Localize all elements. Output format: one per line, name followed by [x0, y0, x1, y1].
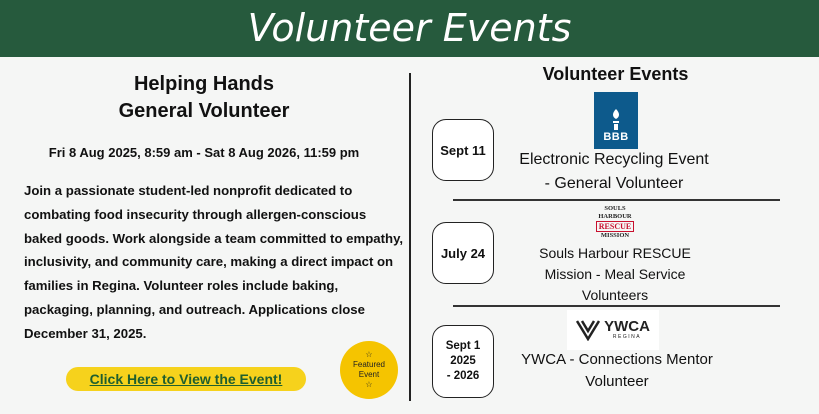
- bbb-logo-text: BBB: [603, 131, 629, 143]
- bbb-logo-icon[interactable]: [594, 92, 638, 149]
- event-name-line: Electronic Recycling Event: [519, 151, 709, 168]
- badge-line2: Event: [358, 370, 380, 379]
- star-icon: ☆: [365, 350, 373, 359]
- event-date-pill: July 24: [432, 222, 494, 284]
- event-name-line: Souls Harbour RESCUE: [539, 245, 691, 261]
- badge-line1: Featured: [352, 360, 386, 369]
- event-name[interactable]: [500, 349, 734, 393]
- event-name-line: Volunteer: [585, 373, 649, 390]
- ywca-mark-icon: [576, 319, 600, 341]
- event-date-pill: Sept 11: [432, 119, 494, 181]
- event-name[interactable]: [496, 148, 732, 196]
- logo-text: YWCA: [604, 318, 650, 335]
- event-name-line: Mission - Meal Service: [544, 266, 686, 282]
- logo-text: HARBOUR: [598, 213, 632, 220]
- event-date-pill: [432, 325, 494, 398]
- logo-text: SOULS: [604, 205, 626, 212]
- banner-title: Volunteer Events: [0, 0, 819, 57]
- date-line: Sept 1: [445, 340, 481, 352]
- event-name-line: - General Volunteer: [544, 175, 684, 192]
- event-description: Join a passionate student-led nonprofit dedicated to combating food insecurity through allergen-conscious baked goods. Work alongside a team committed to empathy, inclusivity, and community care, making a direct impact on families in Regina. Volunteer roles include baking, packaging, planning, and outreach. Applications close December 31, 2025.: [24, 183, 404, 341]
- date-line: - 2026: [446, 370, 480, 382]
- event-name-line: YWCA - Connections Mentor: [521, 351, 713, 368]
- logo-text: MISSION: [600, 232, 630, 239]
- event-dates: Fri 8 Aug 2025, 8:59 am - Sat 8 Aug 2026, 11:59 pm: [48, 145, 360, 160]
- sidebar-title: Volunteer Events: [542, 64, 689, 84]
- featured-event-badge: [340, 341, 398, 399]
- event-title: [0, 71, 408, 125]
- item-divider: [453, 199, 780, 201]
- star-icon: ☆: [365, 380, 373, 389]
- logo-text: REGINA: [612, 334, 642, 340]
- featured-event-panel: [0, 57, 408, 414]
- torch-icon: [606, 107, 626, 131]
- event-name[interactable]: [520, 243, 710, 306]
- event-name-line: Volunteers: [581, 287, 649, 303]
- vertical-divider: [409, 73, 411, 401]
- date-line: 2025: [450, 355, 476, 367]
- ywca-wordmark: [604, 319, 650, 341]
- ywca-logo-icon[interactable]: [567, 310, 659, 350]
- event-title-line2: General Volunteer: [118, 100, 290, 122]
- souls-harbour-logo-icon[interactable]: [592, 205, 638, 241]
- item-divider: [453, 305, 780, 307]
- event-title-line1: Helping Hands: [133, 73, 274, 95]
- view-event-button[interactable]: Click Here to View the Event!: [66, 367, 306, 391]
- logo-text: RESCUE: [596, 221, 634, 232]
